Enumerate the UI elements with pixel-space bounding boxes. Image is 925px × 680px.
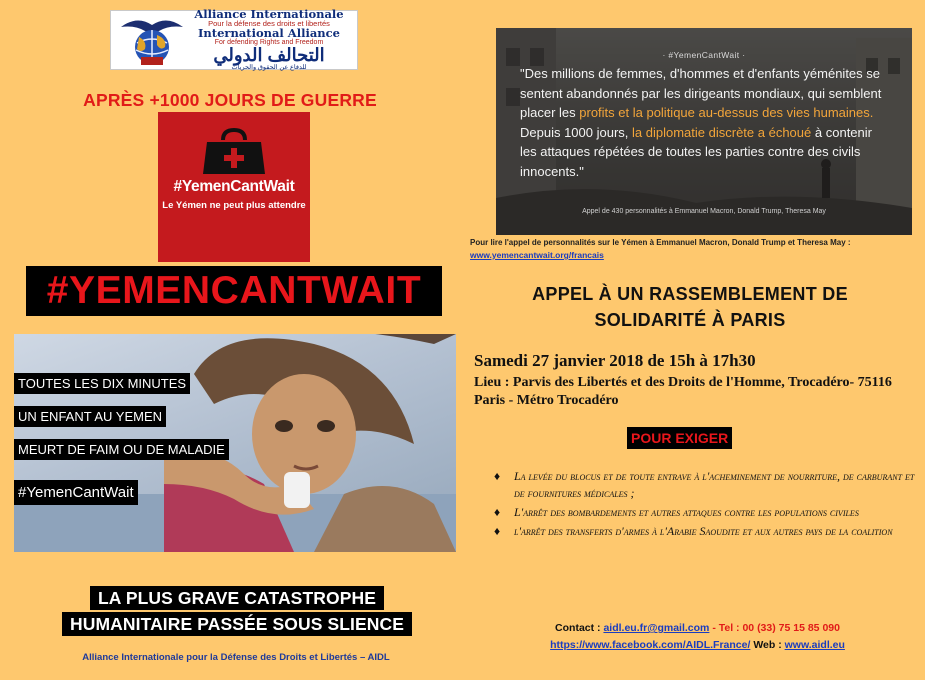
- medical-bag-icon: [199, 126, 269, 176]
- quote-part-1: "Des millions de femmes, d'hommes et d'enfants yéménites se sentent abandonnés par les dirigeants mondiaux, qui semblent placer les: [520, 66, 882, 120]
- caption-hashtag: #YemenCantWait: [14, 480, 138, 505]
- logo-tagline-fr: Pour la défense des droits et libertés: [208, 19, 330, 29]
- badge-hashtag: #YemenCantWait: [173, 178, 295, 195]
- catastrophe-banner: [40, 586, 434, 638]
- quote-hashtag: · #YemenCantWait ·: [662, 50, 746, 60]
- war-duration-heading: APRÈS +1000 JOURS DE GUERRE: [83, 90, 377, 110]
- list-item: [494, 523, 919, 540]
- logo-name-fr: Alliance Internationale: [194, 6, 344, 21]
- quote-attribution: Appel de 430 personnalités à Emmanuel Macron, Donald Trump, Theresa May: [582, 208, 826, 215]
- contact-email-link[interactable]: aidl.eu.fr@gmail.com: [603, 622, 710, 634]
- tel-label: - Tel :: [712, 622, 740, 634]
- yemen-cant-wait-badge: [158, 112, 310, 262]
- logo-tagline-en: For defending Rights and Freedom: [214, 39, 324, 47]
- logo-name-ar: التحالف الدولي: [213, 45, 325, 66]
- caption-child-yemen: UN ENFANT AU YEMEN: [14, 406, 166, 427]
- website-link[interactable]: www.aidl.eu: [784, 639, 845, 651]
- logo-tagline-ar: للدفاع عن الحقوق والحريات: [231, 63, 307, 71]
- diamond-bullet-icon: ♦: [494, 505, 501, 519]
- rally-heading-line-1: APPEL À UN RASSEMBLEMENT DE: [532, 284, 848, 304]
- demands-list: [494, 468, 919, 542]
- list-item: [494, 504, 919, 521]
- rally-heading: [470, 281, 910, 333]
- organization-footer: Alliance Internationale pour la Défense des Droits et Libertés – AIDL: [82, 652, 390, 663]
- yemencantwait-link[interactable]: www.yemencantwait.org/francais: [470, 250, 604, 260]
- diamond-bullet-icon: ♦: [494, 469, 501, 483]
- child-photo: [14, 334, 456, 552]
- tel-number: 00 (33) 75 15 85 090: [742, 622, 840, 634]
- event-location: Lieu : Parvis des Libertés et des Droits de l'Homme, Trocadéro- 75116 Paris - Métro Trocadéro: [474, 375, 892, 408]
- logo-name-en: International Alliance: [198, 25, 340, 40]
- main-hashtag-banner: #YEMENCANTWAIT: [26, 266, 442, 316]
- diamond-bullet-icon: ♦: [494, 524, 501, 538]
- globe-eagle-icon: [117, 13, 187, 67]
- contact-label: Contact :: [555, 622, 601, 634]
- read-appeal-note: Pour lire l'appel de personnalités sur le Yémen à Emmanuel Macron, Donald Trump et Theresa May :: [470, 238, 851, 247]
- catastrophe-line-2: HUMANITAIRE PASSÉE SOUS SLIENCE: [62, 612, 412, 636]
- demand-text: La levée du blocus et de toute entrave à l'acheminement de nourriture, de carburant et de fournitures médicales ;: [514, 469, 915, 500]
- quote-panel: [496, 28, 912, 235]
- contact-block: [470, 620, 925, 654]
- quote-text: [520, 64, 892, 181]
- badge-subtitle: Le Yémen ne peut plus attendre: [162, 200, 306, 211]
- demand-text: l'arrêt des transferts d'armes à l'Arabie Saoudite et aux autres pays de la coalition: [514, 524, 893, 538]
- quote-part-3: à contenir les attaques répétées de toutes les parties contre des civils innocents.": [520, 124, 872, 179]
- caption-hunger-disease: MEURT DE FAIM OU DE MALADIE: [14, 439, 229, 460]
- facebook-link[interactable]: https://www.facebook.com/AIDL.France/: [550, 639, 751, 651]
- demands-heading: POUR EXIGER: [627, 427, 732, 449]
- quote-highlight-2: la diplomatie discrète a échoué: [632, 124, 812, 140]
- alliance-logo: [110, 6, 358, 71]
- quote-part-2: Depuis 1000 jours,: [520, 124, 629, 140]
- event-date: Samedi 27 janvier 2018 de 15h à 17h30: [474, 351, 756, 370]
- rally-heading-line-2: SOLIDARITÉ À PARIS: [594, 310, 786, 330]
- quote-highlight-1: profits et la politique au-dessus des vies humaines.: [579, 105, 874, 120]
- list-item: [494, 468, 919, 502]
- catastrophe-line-1: LA PLUS GRAVE CATASTROPHE: [90, 586, 384, 610]
- caption-ten-minutes: TOUTES LES DIX MINUTES: [14, 373, 190, 394]
- web-label: Web :: [753, 639, 782, 651]
- demand-text: L'arrêt des bombardements et autres attaques contre les populations civiles: [514, 505, 859, 519]
